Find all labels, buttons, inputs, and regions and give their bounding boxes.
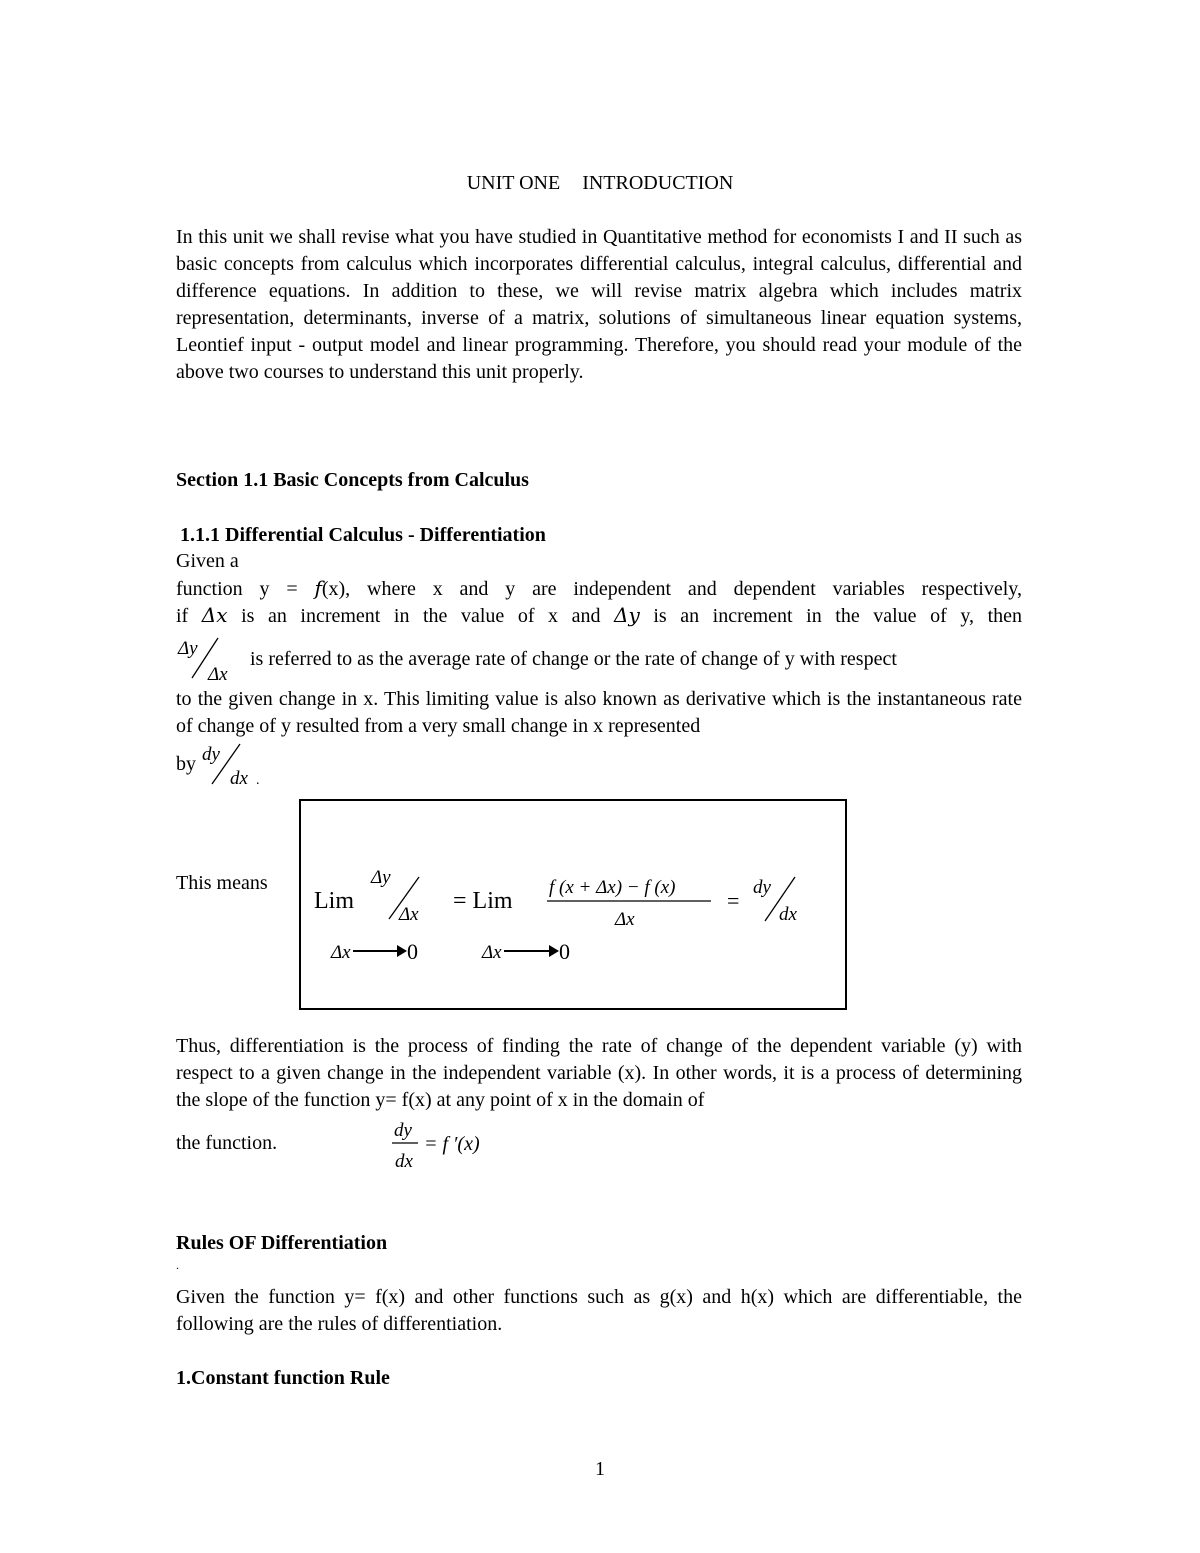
dydx-denominator: dx (230, 768, 248, 789)
avg-rate-text: is referred to as the average rate of change or the rate of change of y with respect (250, 648, 897, 670)
limit-formula (301, 801, 845, 1008)
difference-quotient-numerator: f (x + Δx) − f (x) (549, 877, 676, 898)
rules-heading: Rules OF Differentiation (176, 1232, 388, 1254)
lim1-zero: 0 (407, 939, 418, 964)
page-title (0, 170, 1200, 196)
title-topic: INTRODUCTION (582, 172, 734, 194)
lim2-sub-dx: Δx (482, 942, 502, 963)
fraction-numerator: Δy (178, 638, 198, 659)
function-line-pre: function y = (176, 578, 315, 600)
lim1-denominator: Δx (399, 904, 419, 925)
delta-x-symbol: Δx (201, 603, 228, 627)
lim-2: = Lim (453, 888, 513, 914)
rule1-heading: 1.Constant function Rule (176, 1367, 390, 1389)
intro-paragraph: In this unit we shall revise what you have studied in Quantitative method for economists I and II such as basic concepts from calculus which incorporates differential calculus, integral calculus, differential and difference equations. In addition to these, we will revise matrix algebra which includes matrix representation, determinants, inverse of a matrix, solutions of simultaneous linear equation systems, Leontief input - output model and linear programming. Therefore, you should read your module of the above two courses to understand this unit properly. (176, 226, 1022, 383)
deriv-denominator: dx (395, 1151, 413, 1172)
stray-dot: . (176, 1258, 179, 1272)
dydx-period: . (256, 773, 260, 788)
derivative-paragraph: to the given change in x. This limiting value is also known as derivative which is the instantaneous rate of change of y resulted from a very small change in x represented (176, 688, 1022, 737)
result-numerator: dy (753, 877, 771, 898)
increment-a: if (176, 605, 202, 627)
result-denominator: dx (779, 904, 797, 925)
lim1-sub-dx: Δx (331, 942, 351, 963)
function-f-symbol: f (314, 576, 322, 600)
difference-quotient-denominator: Δx (615, 909, 635, 930)
deriv-numerator: dy (394, 1120, 412, 1141)
section-heading: Section 1.1 Basic Concepts from Calculus (176, 469, 529, 491)
subsection-heading: 1.1.1 Differential Calculus - Differentiation (180, 524, 546, 546)
increment-line (176, 602, 1022, 630)
formula-equals: = (727, 888, 740, 913)
lim2-zero: 0 (559, 939, 570, 964)
avg-rate-fraction (176, 632, 246, 684)
lim1-numerator: Δy (371, 867, 391, 888)
delta-y-symbol: Δy (614, 603, 640, 627)
deriv-rhs: = f ′(x) (424, 1133, 480, 1155)
given-a-text: Given a (176, 550, 239, 572)
page-number: 1 (595, 1458, 605, 1480)
dydx-numerator: dy (202, 744, 220, 765)
lim1-arrow-head (397, 945, 407, 957)
the-function-text: the function. (176, 1132, 278, 1154)
function-line-post: (x), where x and y are independent and dependent variables respectively, (321, 578, 1022, 600)
thus-paragraph: Thus, differentiation is the process of finding the rate of change of the dependent variable (y) with respect to a given change in the independent variable (x). In other words, it is a process of determining the slope of the function y= f(x) at any point of x in the domain of (176, 1035, 1022, 1111)
lim2-arrow-head (549, 945, 559, 957)
fraction-denominator: Δx (208, 664, 228, 684)
lim-1: Lim (314, 888, 354, 914)
increment-b: is an increment in the value of x and (227, 605, 615, 627)
this-means-label: This means (176, 872, 268, 894)
title-unit: UNIT ONE (466, 172, 561, 194)
derivative-notation (390, 1114, 530, 1176)
function-definition-line (176, 575, 1022, 603)
rules-paragraph: Given the function y= f(x) and other functions such as g(x) and h(x) which are differentiable, the following are the rules of differentiation. (176, 1286, 1022, 1335)
limit-formula-box (299, 799, 847, 1010)
increment-c: is an increment in the value of y, then (639, 605, 1023, 627)
dy-dx-fraction (200, 738, 262, 790)
by-text: by (176, 753, 196, 775)
